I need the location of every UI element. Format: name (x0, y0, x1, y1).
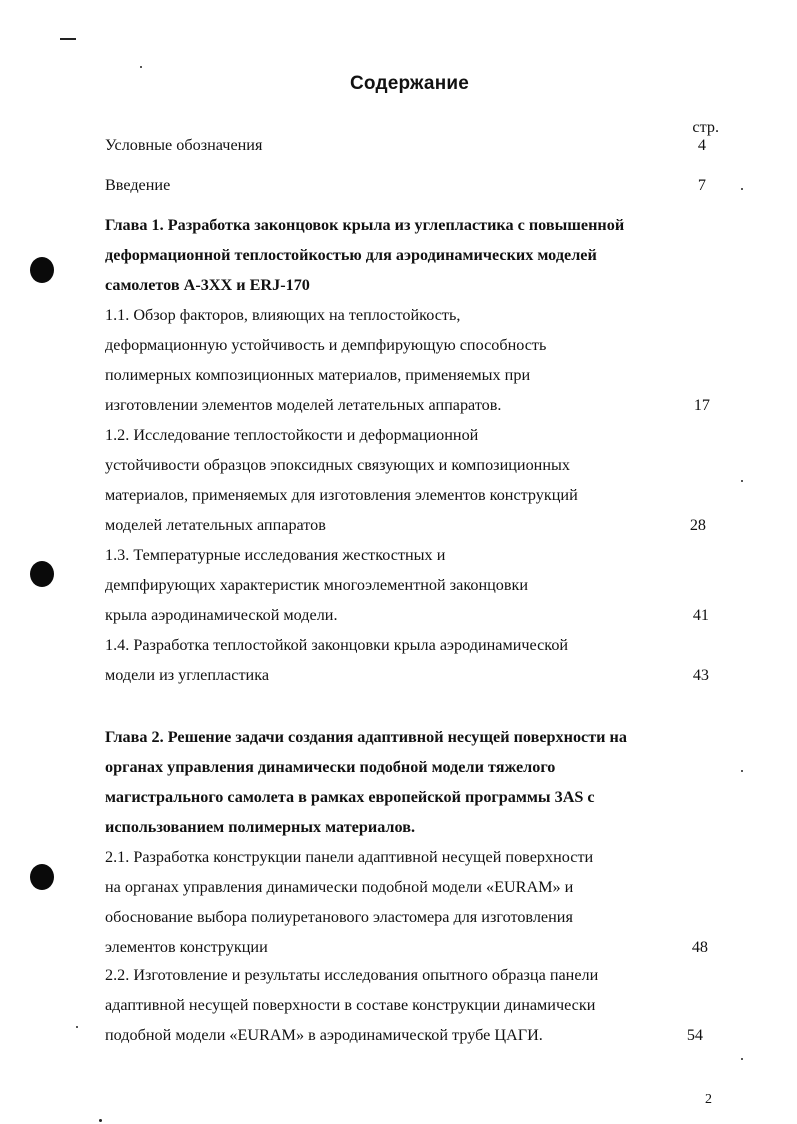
toc-entry-line: на органах управления динамически подобной модели «EURAM» и (105, 878, 574, 896)
toc-page-number: 4 (697, 136, 706, 154)
scan-speck (741, 480, 743, 482)
chapter-heading-line: деформационной теплостойкостью для аэродинамических моделей (105, 246, 597, 264)
toc-entry-line: подобной модели «EURAM» в аэродинамической трубе ЦАГИ. (105, 1026, 543, 1044)
chapter-heading-line: использованием полимерных материалов. (105, 818, 415, 836)
scan-speck (76, 1026, 78, 1028)
scan-speck (741, 770, 743, 772)
scan-mark (60, 38, 76, 40)
toc-entry-line: крыла аэродинамической модели. (105, 606, 338, 624)
binder-hole (30, 257, 54, 283)
chapter-heading-line: Глава 2. Решение задачи создания адаптивной несущей поверхности на (105, 728, 627, 746)
page-title: Содержание (349, 73, 470, 94)
chapter-heading-line: органах управления динамически подобной модели тяжелого (105, 758, 556, 776)
toc-entry-line: демпфирующих характеристик многоэлементной законцовки (105, 576, 529, 594)
toc-entry-line: 1.3. Температурные исследования жесткостных и (105, 546, 446, 564)
toc-entry-line: 1.1. Обзор факторов, влияющих на теплостойкость, (105, 306, 461, 324)
toc-entry-line: полимерных композиционных материалов, применяемых при (105, 366, 531, 384)
scan-speck (741, 188, 743, 190)
binder-hole (30, 864, 54, 890)
chapter-heading-line: магистрального самолета в рамках европейской программы 3AS с (105, 788, 595, 806)
toc-page-number: 54 (686, 1026, 703, 1044)
page-column-header: стр. (692, 118, 719, 136)
toc-entry-line: 2.2. Изготовление и результаты исследования опытного образца панели (105, 966, 599, 984)
binder-hole (30, 561, 54, 587)
chapter-heading-line: самолетов А-3XX и ERJ-170 (105, 276, 310, 294)
scan-speck (741, 1058, 743, 1060)
toc-entry-line: 1.2. Исследование теплостойкости и деформационной (105, 426, 479, 444)
toc-page-number: 28 (689, 516, 706, 534)
toc-entry-line: материалов, применяемых для изготовления элементов конструкций (105, 486, 578, 504)
toc-entry-line: 1.4. Разработка теплостойкой законцовки крыла аэродинамической (105, 636, 569, 654)
scan-speck (140, 66, 142, 68)
toc-page-number: 48 (691, 938, 708, 956)
toc-entry-line: 2.1. Разработка конструкции панели адаптивной несущей поверхности (105, 848, 594, 866)
toc-entry-line: устойчивости образцов эпоксидных связующих и композиционных (105, 456, 570, 474)
toc-page-number: 7 (697, 176, 706, 194)
toc-entry-line: Условные обозначения (105, 136, 263, 154)
toc-page-number: 41 (692, 606, 709, 624)
chapter-heading-line: Глава 1. Разработка законцовок крыла из углепластика с повышенной (105, 216, 625, 234)
toc-page-number: 17 (693, 396, 710, 414)
toc-entry-line: Введение (105, 176, 171, 194)
toc-entry-line: деформационную устойчивость и демпфирующую способность (105, 336, 547, 354)
toc-entry-line: моделей летательных аппаратов (105, 516, 326, 534)
toc-entry-line: модели из углепластика (105, 666, 270, 684)
toc-entry-line: адаптивной несущей поверхности в составе конструкции динамически (105, 996, 596, 1014)
toc-entry-line: обоснование выбора полиуретанового эластомера для изготовления (105, 908, 573, 926)
toc-page-number: 43 (692, 666, 709, 684)
toc-entry-line: элементов конструкции (105, 938, 268, 956)
scan-speck (99, 1119, 102, 1122)
page-number: 2 (705, 1092, 712, 1107)
toc-entry-line: изготовлении элементов моделей летательных аппаратов. (105, 396, 502, 414)
